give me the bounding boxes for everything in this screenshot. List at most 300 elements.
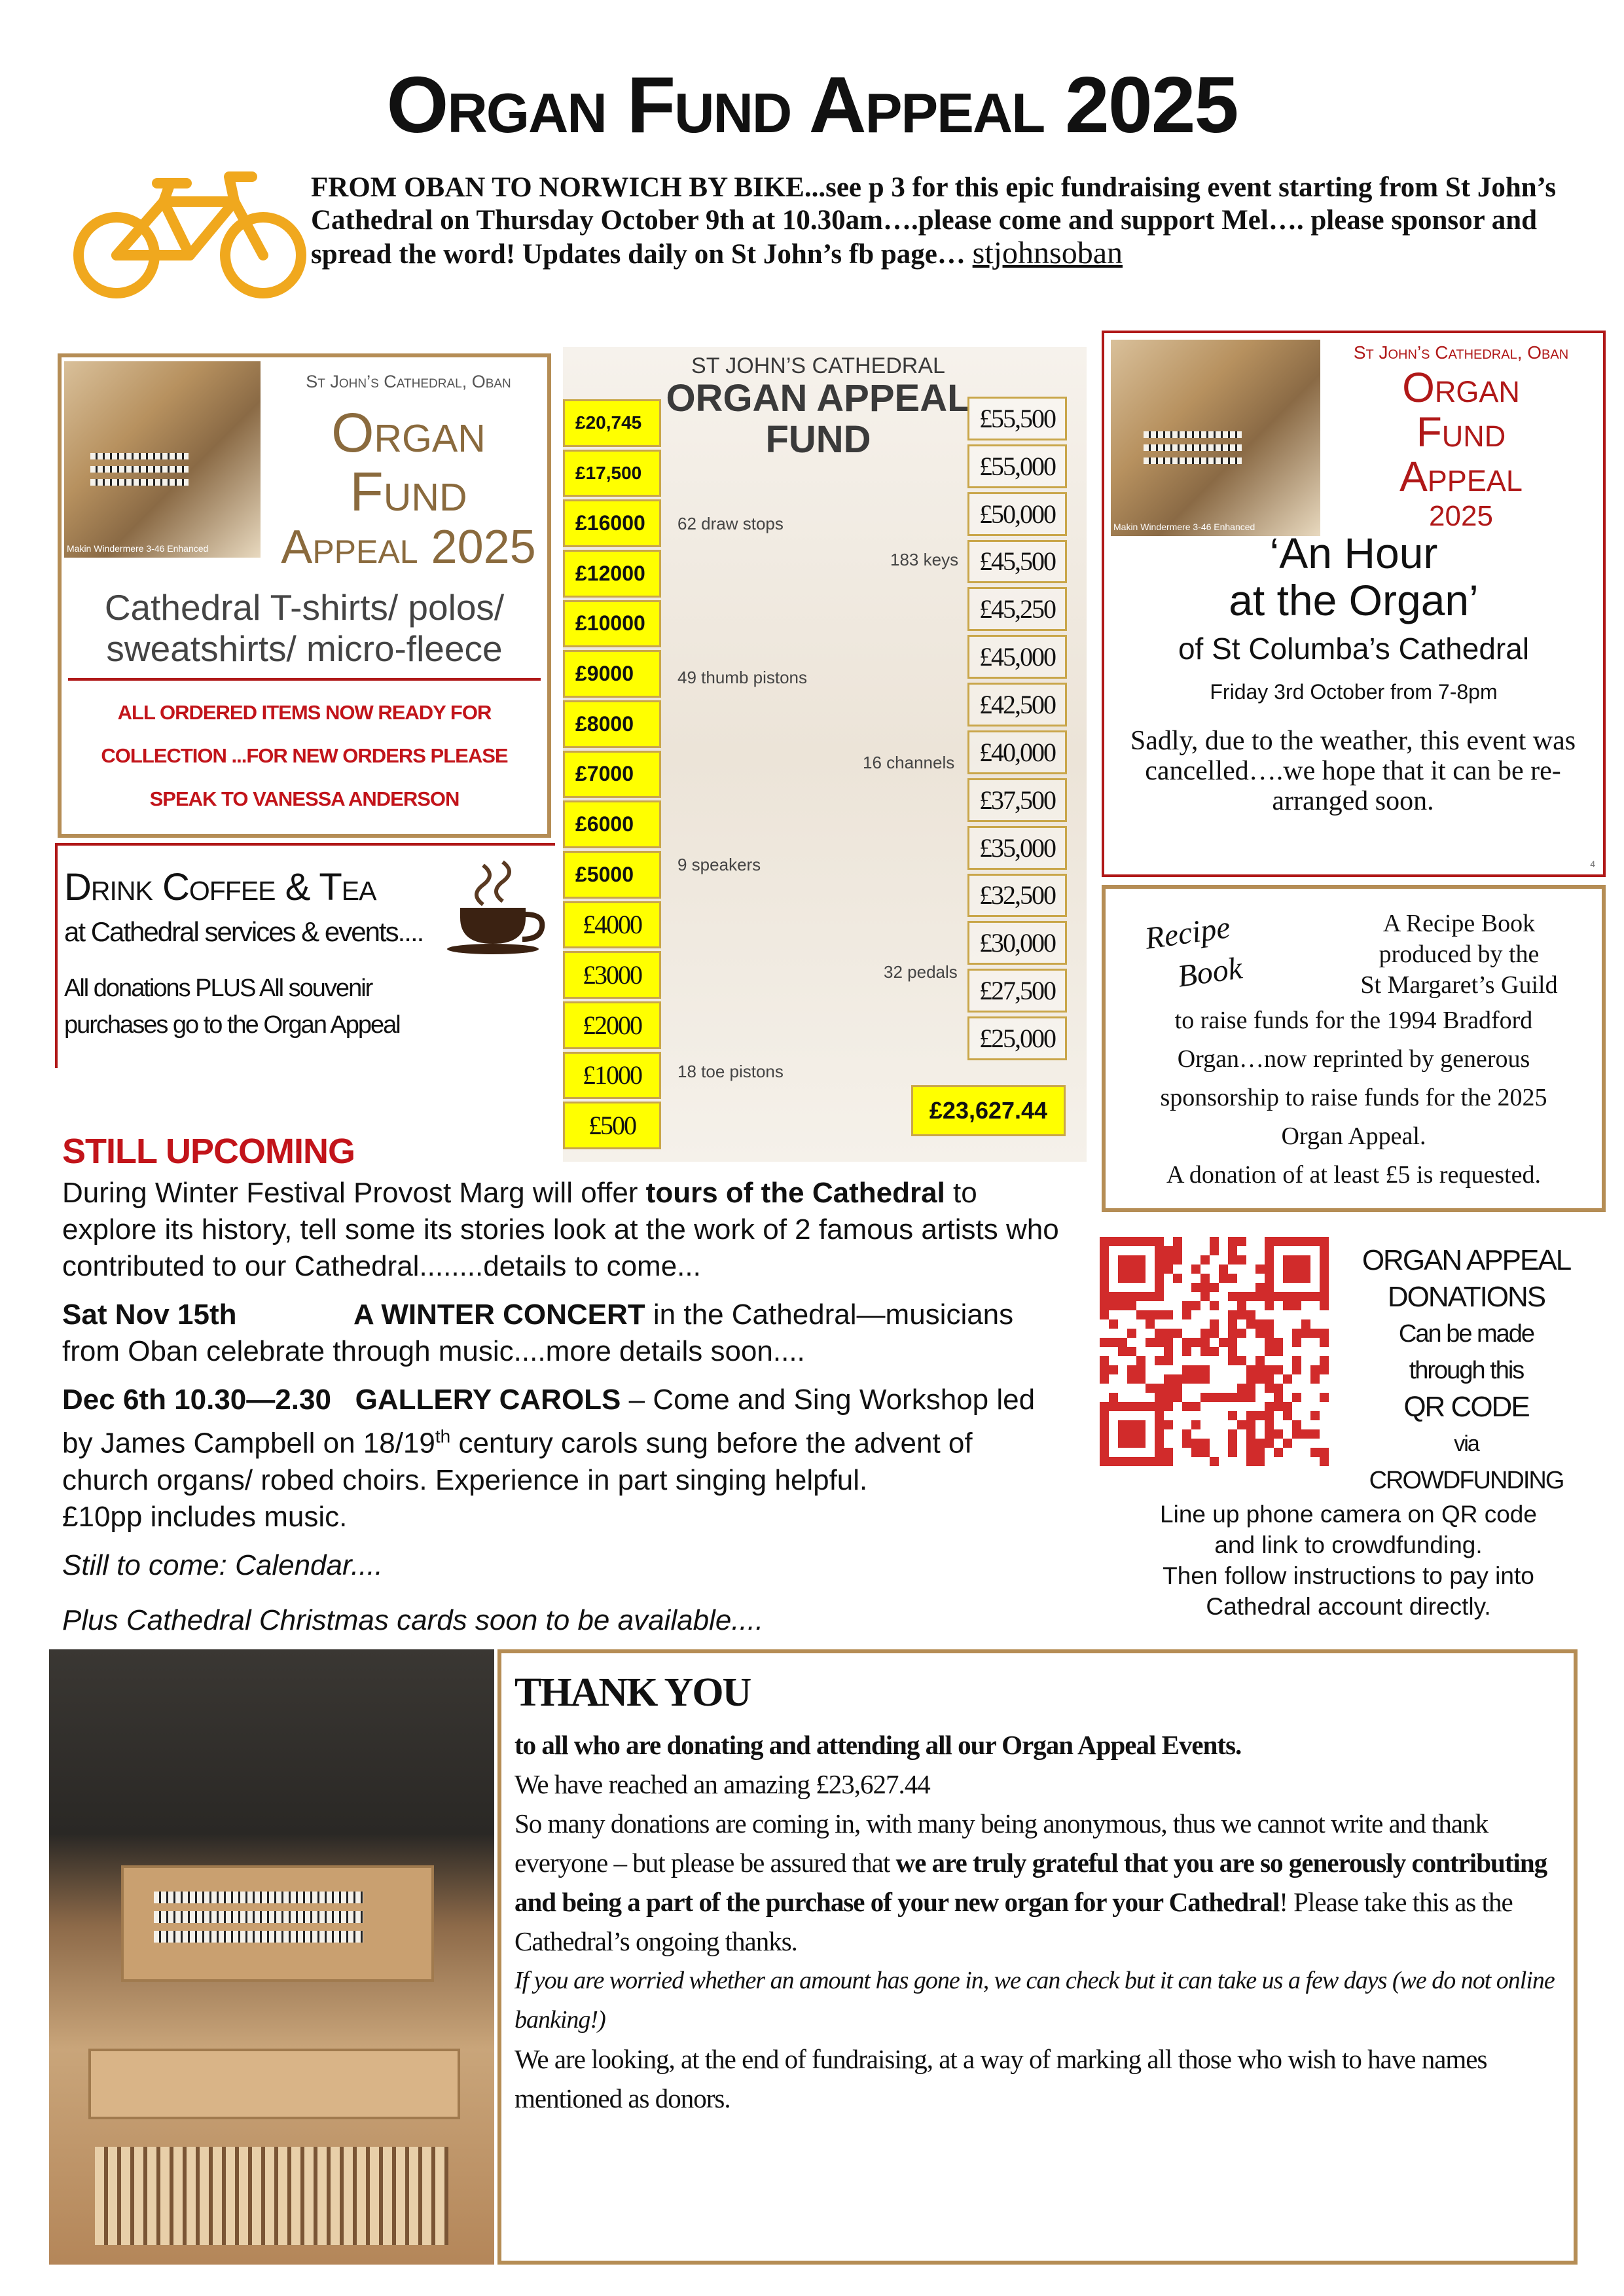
- qr-module: [1274, 1448, 1283, 1457]
- qr-text: ORGAN APPEAL DONATIONS Can be made through this QR CODE via CROWDFUNDING: [1362, 1244, 1571, 1494]
- qr-module: [1191, 1365, 1200, 1374]
- qr-module: [1210, 1329, 1219, 1338]
- qr-module: [1265, 1283, 1274, 1292]
- qr-module: [1246, 1411, 1255, 1420]
- feature-4: 9 speakers: [677, 855, 761, 874]
- qr-module: [1228, 1319, 1237, 1329]
- qr-module: [1200, 1283, 1210, 1292]
- photo-caption: Makin Windermere 3-46 Enhanced: [67, 543, 209, 554]
- qr-module: [1182, 1439, 1191, 1448]
- upcoming-p4: Still to come: Calendar....: [62, 1549, 383, 1581]
- gauge-target: £27,500: [967, 969, 1067, 1013]
- qr-module: [1191, 1402, 1200, 1411]
- qr-module: [1109, 1393, 1118, 1402]
- qr-module: [1310, 1411, 1320, 1420]
- upcoming-p5: Plus Cathedral Christmas cards soon to be available....: [62, 1604, 764, 1636]
- qr-module: [1265, 1374, 1274, 1384]
- gauge-level: £6000: [563, 800, 661, 848]
- qr-module: [1127, 1301, 1136, 1310]
- qr-module: [1210, 1347, 1219, 1356]
- qr-module: [1265, 1420, 1274, 1429]
- merch-title-3: Appeal 2025: [281, 521, 536, 573]
- qr-module: [1228, 1329, 1237, 1338]
- gauge-level: £4000: [563, 901, 661, 949]
- qr-module: [1164, 1310, 1173, 1319]
- qr-module: [1136, 1265, 1146, 1274]
- qr-module: [1301, 1265, 1310, 1274]
- qr-module: [1265, 1274, 1274, 1283]
- gauge-target: £55,500: [967, 397, 1067, 440]
- gauge-target: £30,000: [967, 921, 1067, 965]
- qr-module: [1310, 1329, 1320, 1338]
- qr-module: [1109, 1365, 1118, 1374]
- merch-notice-line-2: COLLECTION ...FOR NEW ORDERS PLEASE: [101, 744, 508, 767]
- qr-module: [1118, 1402, 1127, 1411]
- qr-module: [1219, 1274, 1228, 1283]
- merch-header: St John’s Cathedral, Oban: [306, 372, 511, 391]
- qr-module: [1173, 1255, 1182, 1265]
- qr-module: [1292, 1420, 1301, 1429]
- qr-module: [1200, 1338, 1210, 1347]
- qr-module: [1237, 1237, 1246, 1246]
- qr-module: [1182, 1365, 1191, 1374]
- qr-module: [1182, 1347, 1191, 1356]
- qr-module: [1164, 1255, 1173, 1265]
- qr-module: [1200, 1448, 1210, 1457]
- merch-items-line-1: Cathedral T-shirts/ polos/: [104, 587, 505, 628]
- qr-module: [1219, 1338, 1228, 1347]
- qr-module: [1210, 1246, 1219, 1255]
- qr-module: [1146, 1310, 1155, 1319]
- qr-module: [1292, 1365, 1301, 1374]
- qr-module: [1255, 1329, 1265, 1338]
- hour-note: Sadly, due to the weather, this event was cancelled….we hope that it can be re-arranged soon.: [1130, 726, 1576, 816]
- feature-5: 32 pedals: [884, 962, 958, 982]
- recipe-script-2: Book: [1175, 950, 1244, 994]
- qr-module: [1283, 1265, 1292, 1274]
- qr-module: [1100, 1365, 1109, 1374]
- qr-module: [1301, 1274, 1310, 1283]
- qr-module: [1292, 1429, 1301, 1439]
- qr-module: [1283, 1411, 1292, 1420]
- qr-module: [1191, 1301, 1200, 1310]
- thanks-lead: to all who are donating and attending all our Organ Appeal Events.: [514, 1730, 1242, 1760]
- qr-module: [1100, 1457, 1109, 1466]
- qr-module: [1320, 1237, 1329, 1246]
- qr-module: [1164, 1347, 1173, 1356]
- qr-module: [1255, 1365, 1265, 1374]
- qr-module: [1200, 1255, 1210, 1265]
- qr-module: [1100, 1338, 1109, 1347]
- qr-module: [1274, 1237, 1283, 1246]
- qr-module: [1191, 1283, 1200, 1292]
- qr-module: [1109, 1338, 1118, 1347]
- qr-module: [1246, 1310, 1255, 1319]
- qr-module: [1146, 1292, 1155, 1301]
- qr-module: [1228, 1439, 1237, 1448]
- qr-module: [1237, 1301, 1246, 1310]
- qr-module: [1246, 1448, 1255, 1457]
- qr-module: [1100, 1292, 1109, 1301]
- qr-module: [1200, 1365, 1210, 1374]
- qr-module: [1310, 1374, 1320, 1384]
- qr-module: [1155, 1402, 1164, 1411]
- qr-module: [1118, 1292, 1127, 1301]
- qr-module: [1118, 1237, 1127, 1246]
- bike-event-body: FROM OBAN TO NORWICH BY BIKE...see p 3 for this epic fundraising event starting from St John’s Cathedral on Thursday October 9th at 10.30am….please come and support Mel…. please sponsor and spread the word! Updates daily on St John’s fb page…: [311, 172, 1557, 270]
- merch-items-line-2: sweatshirts/ micro-fleece: [106, 628, 503, 669]
- qr-module: [1100, 1255, 1109, 1265]
- hour-title-3: Appeal: [1399, 453, 1523, 500]
- qr-module: [1210, 1393, 1219, 1402]
- qr-module: [1109, 1292, 1118, 1301]
- hour-title-1: Organ: [1402, 364, 1520, 411]
- qr-module: [1155, 1448, 1164, 1457]
- qr-module: [1109, 1319, 1118, 1329]
- coffee-cup-icon: [444, 852, 549, 957]
- qr-module: [1274, 1393, 1283, 1402]
- qr-module: [1228, 1356, 1237, 1365]
- thanks-main: So many donations are coming in, with many being anonymous, thus we cannot write and thank everyone – but please be assured that we are truly grateful that you are so generously contributing and being a part of the purchase of your new organ for your Cathedral! Please take this as the Cathedral’s ongoing thanks.: [514, 1808, 1547, 1956]
- qr-module: [1265, 1265, 1274, 1274]
- qr-module: [1320, 1457, 1329, 1466]
- qr-module: [1155, 1246, 1164, 1255]
- qr-module: [1265, 1429, 1274, 1439]
- qr-module: [1246, 1374, 1255, 1384]
- appeal-gauge: [563, 347, 1087, 1162]
- feature-0: 62 draw stops: [677, 514, 784, 533]
- qr-module: [1173, 1393, 1182, 1402]
- thanks-italic: If you are worried whether an amount has gone in, we can check but it can take us a few days (we do not online banking!): [514, 1967, 1555, 2034]
- gauge-level: £3000: [563, 951, 661, 999]
- gauge-header-2: ORGAN APPEAL: [666, 377, 971, 420]
- qr-module: [1320, 1329, 1329, 1338]
- qr-module: [1237, 1420, 1246, 1429]
- qr-module: [1100, 1448, 1109, 1457]
- coffee-card: [55, 843, 555, 1068]
- gauge-target: £25,000: [967, 1016, 1067, 1060]
- qr-module: [1100, 1283, 1109, 1292]
- upcoming-p1: During Winter Festival Provost Marg will offer tours of the Cathedral to explore its history, tell some its stories look at the work of 2 famous artists who contributed to our Cathedral........details to come...: [62, 1177, 1059, 1282]
- qr-module: [1237, 1393, 1246, 1402]
- qr-module: [1109, 1237, 1118, 1246]
- qr-module: [1200, 1374, 1210, 1384]
- merch-notice: [68, 691, 541, 821]
- qr-module: [1255, 1356, 1265, 1365]
- upcoming-p2: Sat Nov 15th A WINTER CONCERT in the Cathedral—musicians from Oban celebrate through music....more details soon....: [62, 1299, 1014, 1367]
- qr-module: [1191, 1374, 1200, 1384]
- qr-module: [1237, 1384, 1246, 1393]
- qr-module: [1255, 1319, 1265, 1329]
- qr-module: [1210, 1457, 1219, 1466]
- qr-module: [1320, 1448, 1329, 1457]
- qr-module: [1118, 1457, 1127, 1466]
- qr-module: [1274, 1365, 1283, 1374]
- organ-photo: [64, 361, 261, 558]
- hour-date: Friday 3rd October from 7-8pm: [1210, 680, 1498, 704]
- qr-module: [1265, 1402, 1274, 1411]
- qr-module: [1164, 1338, 1173, 1347]
- qr-module: [1155, 1356, 1164, 1365]
- qr-module: [1100, 1274, 1109, 1283]
- bicycle-icon: [65, 164, 314, 301]
- qr-module: [1292, 1292, 1301, 1301]
- qr-module: [1246, 1393, 1255, 1402]
- qr-module: [1173, 1237, 1182, 1246]
- qr-module: [1320, 1338, 1329, 1347]
- qr-module: [1292, 1393, 1301, 1402]
- qr-module: [1146, 1384, 1155, 1393]
- gauge-total: £23,627.44: [911, 1085, 1066, 1136]
- qr-module: [1228, 1448, 1237, 1457]
- gauge-level: £8000: [563, 700, 661, 748]
- qr-module: [1292, 1301, 1301, 1310]
- qr-module: [1246, 1292, 1255, 1301]
- qr-module: [1173, 1329, 1182, 1338]
- qr-module: [1164, 1374, 1173, 1384]
- photo-caption: Makin Windermere 3-46 Enhanced: [1113, 522, 1255, 532]
- qr-module: [1155, 1283, 1164, 1292]
- qr-module: [1320, 1265, 1329, 1274]
- qr-module: [1274, 1292, 1283, 1301]
- qr-module: [1136, 1356, 1146, 1365]
- merch-title-1: Organ: [331, 402, 486, 463]
- qr-module: [1265, 1347, 1274, 1356]
- qr-module: [1118, 1347, 1127, 1356]
- qr-module: [1127, 1265, 1136, 1274]
- upcoming-section: [62, 1175, 1064, 1639]
- qr-module: [1136, 1292, 1146, 1301]
- qr-module: [1265, 1237, 1274, 1246]
- thank-you-card: [497, 1649, 1578, 2265]
- qr-module: [1164, 1448, 1173, 1457]
- qr-module: [1255, 1439, 1265, 1448]
- qr-module: [1265, 1246, 1274, 1255]
- qr-module: [1255, 1374, 1265, 1384]
- gauge-target: £45,250: [967, 587, 1067, 631]
- qr-module: [1155, 1384, 1164, 1393]
- qr-module: [1164, 1356, 1173, 1365]
- qr-module: [1320, 1356, 1329, 1365]
- qr-code[interactable]: [1100, 1237, 1329, 1466]
- qr-module: [1246, 1365, 1255, 1374]
- gauge-level: £12000: [563, 550, 661, 598]
- qr-module: [1265, 1365, 1274, 1374]
- qr-module: [1100, 1402, 1109, 1411]
- qr-module: [1100, 1429, 1109, 1439]
- qr-module: [1246, 1429, 1255, 1439]
- gauge-level: £1000: [563, 1052, 661, 1100]
- gauge-level: £10000: [563, 600, 661, 648]
- qr-module: [1265, 1301, 1274, 1310]
- qr-module: [1301, 1429, 1310, 1439]
- gauge-level: £9000: [563, 650, 661, 698]
- gauge-target: £45,000: [967, 635, 1067, 679]
- qr-module: [1320, 1292, 1329, 1301]
- qr-module: [1246, 1457, 1255, 1466]
- qr-module: [1127, 1429, 1136, 1439]
- coffee-subheading: at Cathedral services & events....: [64, 916, 424, 947]
- gauge-header-1: ST JOHN’S CATHEDRAL: [691, 353, 945, 378]
- qr-module: [1283, 1374, 1292, 1384]
- qr-module: [1200, 1274, 1210, 1283]
- qr-module: [1100, 1439, 1109, 1448]
- qr-module: [1164, 1457, 1173, 1466]
- qr-module: [1191, 1439, 1200, 1448]
- qr-module: [1127, 1274, 1136, 1283]
- qr-module: [1255, 1448, 1265, 1457]
- qr-module: [1283, 1292, 1292, 1301]
- qr-module: [1100, 1411, 1109, 1420]
- qr-module: [1155, 1329, 1164, 1338]
- qr-module: [1155, 1292, 1164, 1301]
- qr-module: [1246, 1439, 1255, 1448]
- qr-module: [1310, 1237, 1320, 1246]
- qr-module: [1109, 1402, 1118, 1411]
- qr-module: [1118, 1420, 1127, 1429]
- hour-year: 2025: [1429, 500, 1493, 532]
- qr-module: [1283, 1402, 1292, 1411]
- qr-module: [1127, 1237, 1136, 1246]
- qr-module: [1118, 1301, 1127, 1310]
- qr-module: [1155, 1457, 1164, 1466]
- qr-module: [1182, 1429, 1191, 1439]
- qr-module: [1136, 1255, 1146, 1265]
- gauge-level: £7000: [563, 751, 661, 798]
- qr-module: [1228, 1347, 1237, 1356]
- qr-module: [1146, 1338, 1155, 1347]
- qr-module: [1228, 1246, 1237, 1255]
- qr-module: [1127, 1402, 1136, 1411]
- qr-module: [1109, 1457, 1118, 1466]
- thanks-closing: We are looking, at the end of fundraising, at a way of marking all those who wish to have names mentioned as donors.: [514, 2044, 1487, 2113]
- thanks-heading: THANK YOU: [514, 1670, 751, 1715]
- qr-module: [1191, 1448, 1200, 1457]
- qr-module: [1136, 1429, 1146, 1439]
- fb-page-link[interactable]: stjohnsoban: [972, 236, 1123, 270]
- qr-module: [1292, 1338, 1301, 1347]
- qr-module: [1173, 1384, 1182, 1393]
- qr-module: [1228, 1429, 1237, 1439]
- qr-module: [1246, 1420, 1255, 1429]
- qr-module: [1155, 1310, 1164, 1319]
- qr-module: [1127, 1374, 1136, 1384]
- qr-module: [1320, 1365, 1329, 1374]
- qr-module: [1283, 1237, 1292, 1246]
- merch-title-2: Fund: [350, 461, 467, 522]
- gauge-target: £35,000: [967, 826, 1067, 870]
- qr-module: [1164, 1393, 1173, 1402]
- qr-module: [1191, 1265, 1200, 1274]
- gauge-target: £55,000: [967, 444, 1067, 488]
- qr-module: [1200, 1329, 1210, 1338]
- qr-module: [1164, 1246, 1173, 1255]
- qr-module: [1182, 1310, 1191, 1319]
- qr-module: [1191, 1338, 1200, 1347]
- thanks-body: [514, 1725, 1562, 2118]
- qr-module: [1210, 1319, 1219, 1329]
- gauge-level: £17,500: [563, 450, 661, 497]
- merch-card: [58, 353, 551, 838]
- qr-module: [1274, 1429, 1283, 1439]
- qr-module: [1283, 1301, 1292, 1310]
- qr-module: [1136, 1439, 1146, 1448]
- qr-module: [1136, 1374, 1146, 1384]
- qr-module: [1136, 1237, 1146, 1246]
- gauge-level: £16000: [563, 499, 661, 547]
- qr-module: [1155, 1338, 1164, 1347]
- qr-module: [1283, 1255, 1292, 1265]
- qr-module: [1182, 1374, 1191, 1384]
- qr-module: [1265, 1411, 1274, 1420]
- gauge-target: £37,500: [967, 778, 1067, 822]
- qr-module: [1136, 1457, 1146, 1466]
- qr-module: [1146, 1402, 1155, 1411]
- qr-module: [1200, 1393, 1210, 1402]
- qr-module: [1292, 1356, 1301, 1365]
- page-number: 4: [1590, 859, 1595, 869]
- qr-module: [1301, 1292, 1310, 1301]
- qr-module: [1219, 1265, 1228, 1274]
- qr-module: [1210, 1301, 1219, 1310]
- qr-module: [1127, 1420, 1136, 1429]
- qr-module: [1109, 1301, 1118, 1310]
- qr-module: [1127, 1457, 1136, 1466]
- qr-module: [1155, 1237, 1164, 1246]
- qr-module: [1255, 1457, 1265, 1466]
- gauge-level: £2000: [563, 1001, 661, 1049]
- qr-module: [1301, 1329, 1310, 1338]
- qr-module: [1310, 1292, 1320, 1301]
- qr-module: [1265, 1319, 1274, 1329]
- qr-module: [1265, 1292, 1274, 1301]
- qr-module: [1265, 1329, 1274, 1338]
- qr-module: [1237, 1292, 1246, 1301]
- qr-module: [1136, 1274, 1146, 1283]
- qr-module: [1255, 1265, 1265, 1274]
- qr-module: [1237, 1329, 1246, 1338]
- qr-module: [1164, 1384, 1173, 1393]
- qr-module: [1246, 1319, 1255, 1329]
- qr-module: [1301, 1319, 1310, 1329]
- qr-module: [1265, 1338, 1274, 1347]
- qr-module: [1246, 1384, 1255, 1393]
- qr-module: [1146, 1457, 1155, 1466]
- qr-module: [1118, 1265, 1127, 1274]
- qr-module: [1118, 1338, 1127, 1347]
- qr-module: [1127, 1439, 1136, 1448]
- recipe-rest: to raise funds for the 1994 Bradford Organ…now reprinted by generous sponsorship to raise funds for the 2025 Organ Appeal. A donation of at least £5 is requested.: [1160, 1007, 1547, 1189]
- hour-event-1: ‘An Hour: [1269, 529, 1438, 577]
- qr-module: [1237, 1310, 1246, 1319]
- qr-module: [1173, 1246, 1182, 1255]
- qr-module: [1200, 1439, 1210, 1448]
- qr-module: [1127, 1347, 1136, 1356]
- qr-module: [1127, 1292, 1136, 1301]
- qr-module: [1164, 1402, 1173, 1411]
- recipe-card: [1102, 885, 1606, 1212]
- qr-module: [1255, 1292, 1265, 1301]
- qr-module: [1228, 1237, 1237, 1246]
- qr-module: [1320, 1393, 1329, 1402]
- qr-module: [1136, 1402, 1146, 1411]
- qr-module: [1155, 1265, 1164, 1274]
- page-title: Organ Fund Appeal 2025: [386, 60, 1238, 149]
- qr-module: [1155, 1429, 1164, 1439]
- qr-module: [1301, 1237, 1310, 1246]
- qr-module: [1146, 1319, 1155, 1329]
- hour-title-2: Fund: [1416, 408, 1506, 456]
